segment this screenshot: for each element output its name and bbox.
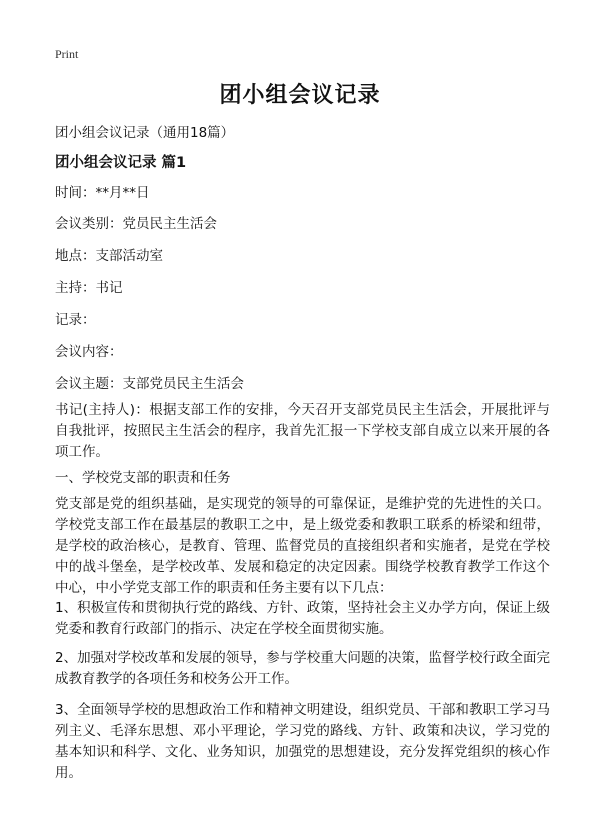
- field-recorder: 记录：: [55, 312, 96, 328]
- field-location: 地点：支部活动室: [55, 248, 163, 264]
- document-subtitle: 团小组会议记录（通用18篇）: [55, 125, 235, 141]
- field-host: 主持：书记: [55, 280, 123, 296]
- field-theme: 会议主题：支部党员民主生活会: [55, 376, 244, 392]
- list-item-two: 2、加强对学校改革和发展的领导，参与学校重大问题的决策，监督学校行政全面完成教育教学的各项任务和校务公开工作。: [55, 650, 550, 687]
- list-item-one: 1、积极宣传和贯彻执行党的路线、方针、政策，坚持社会主义办学方向，保证上级党委和教育行政部门的指示、决定在学校全面贯彻实施。: [55, 600, 550, 637]
- field-category: 会议类别：党员民主生活会: [55, 216, 217, 232]
- heading-duties: 一、学校党支部的职责和任务: [55, 470, 231, 486]
- document-title: 团小组会议记录: [219, 83, 381, 108]
- field-content: 会议内容：: [55, 344, 123, 360]
- list-item-three: 3、全面领导学校的思想政治工作和精神文明建设，组织党员、干部和教职工学习马列主义、毛泽东思想、邓小平理论，学习党的路线、方针、政策和决议，学习党的基本知识和科学、文化、业务知识，加强党的思想建设，充分发挥党组织的核心作用。: [55, 702, 550, 781]
- paragraph-opening: 书记(主持人)：根据支部工作的安排，今天召开支部党员民主生活会，开展批评与自我批评，按照民主生活会的程序，我首先汇报一下学校支部自成立以来开展的各项工作。: [55, 402, 550, 460]
- paragraph-duties-body: 党支部是党的组织基础，是实现党的领导的可靠保证，是维护党的先进性的关口。学校党支部工作在最基层的教职工之中，是上级党委和教职工联系的桥梁和纽带，是学校的政治核心，是教育、管理、监督党员的直接组织者和实施者，是党在学校中的战斗堡垒，是学校改革、发展和稳定的决定因素。围绕学校教育教学工作这个中心，中小学党支部工作的职责和任务主要有以下几点：: [55, 496, 550, 596]
- field-time: 时间：**月**日: [55, 185, 150, 201]
- section-heading: 团小组会议记录 篇1: [55, 155, 187, 171]
- print-label[interactable]: Print: [55, 47, 79, 61]
